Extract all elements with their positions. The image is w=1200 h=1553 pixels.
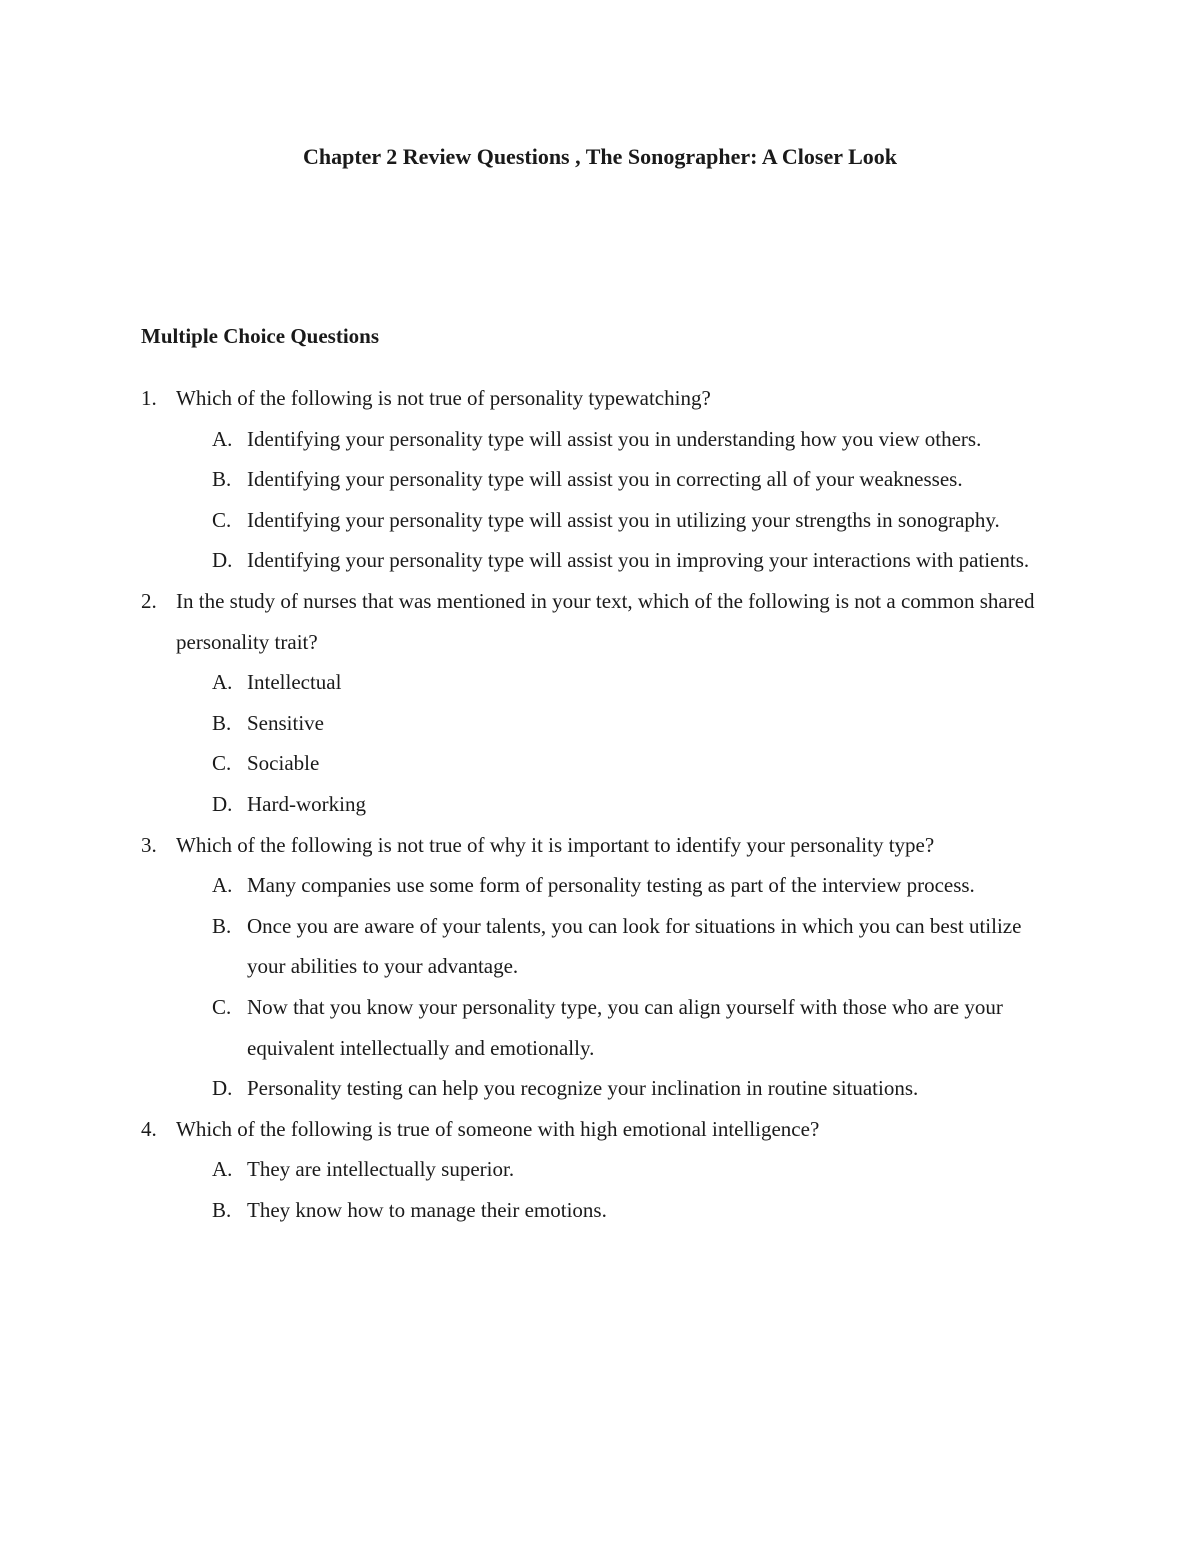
option-item	[176, 987, 1061, 1068]
option-text: Once you are aware of your talents, you can look for situations in which you can best utilize your abilities to your advantage.	[247, 913, 1022, 979]
document-title: Chapter 2 Review Questions , The Sonographer: A Closer Look	[302, 144, 898, 169]
option-item	[176, 540, 1061, 581]
option-letter: B.	[212, 1197, 232, 1222]
question-list	[141, 378, 1061, 1230]
option-text: Identifying your personality type will assist you in improving your interactions with patients.	[247, 548, 1030, 573]
option-item	[176, 459, 1061, 500]
option-item	[176, 419, 1061, 460]
question-item	[141, 581, 1061, 825]
option-text: Identifying your personality type will assist you in utilizing your strengths in sonography.	[247, 507, 1000, 532]
option-item	[176, 703, 1061, 744]
option-text: Many companies use some form of personality testing as part of the interview process.	[247, 873, 975, 898]
option-item	[176, 1190, 1061, 1231]
question-item	[141, 1109, 1061, 1231]
option-item	[176, 865, 1061, 906]
option-text: Personality testing can help you recognize your inclination in routine situations.	[247, 1076, 919, 1101]
option-text: Now that you know your personality type, you can align yourself with those who are your equivalent intellectually and emotionally.	[247, 994, 1003, 1060]
question-item	[141, 378, 1061, 581]
option-letter: A.	[212, 1157, 233, 1182]
option-list	[176, 865, 1061, 1109]
option-list	[176, 1149, 1061, 1230]
option-item	[176, 906, 1061, 987]
option-text: Sensitive	[247, 710, 324, 735]
option-letter: C.	[212, 751, 232, 776]
option-letter: B.	[212, 710, 232, 735]
question-number: 1.	[141, 386, 157, 410]
option-text: Identifying your personality type will assist you in correcting all of your weaknesses.	[247, 467, 963, 492]
question-text: Which of the following is not true of why it is important to identify your personality type?	[176, 832, 935, 857]
option-text: Sociable	[247, 751, 320, 776]
option-letter: A.	[212, 426, 233, 451]
option-letter: A.	[212, 670, 233, 695]
question-number: 3.	[141, 832, 157, 857]
option-text: Intellectual	[247, 670, 342, 695]
option-text: They know how to manage their emotions.	[247, 1197, 607, 1222]
option-text: They are intellectually superior.	[247, 1157, 515, 1182]
option-item	[176, 1149, 1061, 1190]
option-letter: C.	[212, 994, 232, 1019]
question-number: 2.	[141, 588, 157, 613]
option-text: Identifying your personality type will assist you in understanding how you view others.	[247, 426, 982, 451]
option-item	[176, 500, 1061, 541]
option-letter: A.	[212, 873, 233, 898]
option-item	[176, 1068, 1061, 1109]
option-text: Hard-working	[247, 791, 366, 816]
option-letter: D.	[212, 548, 233, 573]
option-item	[176, 784, 1061, 825]
question-text: In the study of nurses that was mentioned in your text, which of the following is not a common shared personality trait?	[176, 588, 1035, 654]
question-text: Which of the following is not true of personality typewatching?	[176, 386, 711, 410]
option-letter: D.	[212, 1076, 233, 1101]
section-heading: Multiple Choice Questions	[141, 324, 380, 348]
option-list	[176, 662, 1061, 824]
option-letter: C.	[212, 507, 232, 532]
question-item	[141, 825, 1061, 1109]
option-letter: B.	[212, 467, 232, 492]
option-letter: B.	[212, 913, 232, 938]
question-text: Which of the following is true of someone with high emotional intelligence?	[176, 1116, 820, 1141]
option-item	[176, 662, 1061, 703]
option-letter: D.	[212, 791, 233, 816]
option-item	[176, 743, 1061, 784]
option-list	[176, 419, 1061, 581]
question-number: 4.	[141, 1116, 157, 1141]
